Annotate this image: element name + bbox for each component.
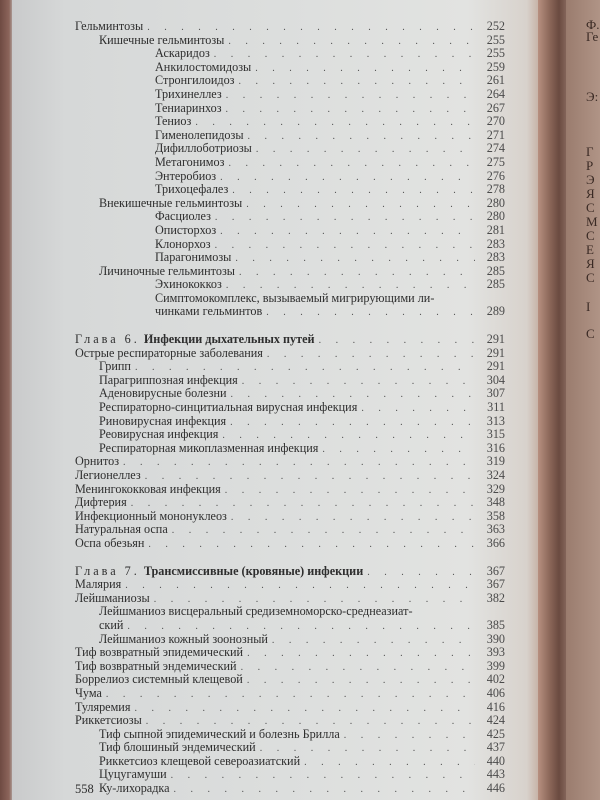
entry-title: Кишечные гельминтозы bbox=[99, 32, 225, 47]
leader-dots bbox=[220, 225, 475, 239]
toc-entry[interactable] bbox=[75, 523, 505, 537]
page-number: 285 bbox=[486, 263, 505, 278]
page-number: 363 bbox=[486, 522, 505, 537]
page-number: 261 bbox=[486, 73, 505, 88]
toc-entry[interactable] bbox=[75, 469, 505, 483]
toc-entry[interactable] bbox=[75, 782, 505, 796]
entry-title: Трихоцефалез bbox=[155, 182, 229, 197]
toc-entry[interactable] bbox=[75, 741, 505, 755]
toc-entry[interactable] bbox=[75, 673, 505, 687]
leader-dots bbox=[322, 443, 475, 457]
entry-title: Энтеробиоз bbox=[155, 168, 217, 183]
entry-title: Реовирусная инфекция bbox=[99, 427, 219, 442]
facing-page-strip bbox=[566, 0, 600, 800]
entry-title: Аденовирусные болезни bbox=[99, 386, 227, 401]
toc-entry[interactable] bbox=[75, 197, 505, 211]
facing-text: Г bbox=[586, 144, 594, 159]
page-number: 271 bbox=[486, 127, 505, 142]
entry-title: Тиф сыпной эпидемический и болезнь Брилла bbox=[99, 726, 340, 741]
leader-dots bbox=[134, 702, 475, 716]
leader-dots bbox=[266, 306, 475, 320]
chapter-label: Глава 7. bbox=[75, 563, 140, 578]
page-number: 304 bbox=[486, 372, 505, 387]
toc-entry[interactable] bbox=[75, 510, 505, 524]
toc-entry[interactable] bbox=[75, 129, 505, 143]
toc-entry[interactable] bbox=[75, 714, 505, 728]
toc-entry[interactable] bbox=[75, 687, 505, 701]
toc-entry-line1[interactable]: Симптомокомплекс, вызываемый мигрирующими ли- bbox=[155, 290, 435, 305]
page-number: 267 bbox=[486, 100, 505, 115]
page-number: 382 bbox=[486, 590, 505, 605]
chapter-title: Инфекции дыхательных путей bbox=[143, 332, 315, 347]
entry-title: Аскаридоз bbox=[155, 46, 210, 61]
entry-title: Внекишечные гельминтозы bbox=[99, 195, 243, 210]
toc-entry[interactable] bbox=[75, 224, 505, 238]
entry-title: Личиночные гельминтозы bbox=[99, 263, 235, 278]
entry-title: Стронгилоидоз bbox=[155, 73, 235, 88]
leader-dots bbox=[247, 674, 475, 688]
toc-entry[interactable] bbox=[75, 47, 505, 61]
page-number: 283 bbox=[486, 250, 505, 265]
facing-text: С bbox=[586, 270, 595, 285]
toc-entry[interactable] bbox=[75, 61, 505, 75]
page-number: 416 bbox=[486, 699, 505, 714]
toc-entry[interactable] bbox=[75, 251, 505, 265]
toc-entry[interactable] bbox=[75, 305, 505, 319]
toc-entry[interactable] bbox=[75, 415, 505, 429]
toc-entry[interactable] bbox=[75, 428, 505, 442]
leader-dots bbox=[319, 334, 475, 348]
facing-text: Р bbox=[586, 158, 594, 173]
entry-title: Респираторная микоплазменная инфекция bbox=[99, 440, 319, 455]
page-number: 324 bbox=[486, 468, 505, 482]
facing-text: Ге bbox=[586, 29, 599, 44]
leader-dots bbox=[125, 579, 475, 593]
leader-dots bbox=[220, 171, 475, 185]
toc-entry[interactable] bbox=[75, 633, 505, 647]
chapter-title: Трансмиссивные (кровяные) инфекции bbox=[143, 563, 364, 578]
toc-entry[interactable] bbox=[75, 619, 505, 633]
page-number: 281 bbox=[486, 222, 505, 237]
page-number: 319 bbox=[486, 454, 505, 469]
toc-entry[interactable] bbox=[75, 387, 505, 401]
leader-dots bbox=[215, 211, 475, 225]
page-number: 255 bbox=[486, 32, 505, 47]
leader-dots bbox=[241, 661, 475, 675]
leader-dots bbox=[272, 634, 475, 648]
toc-entry[interactable] bbox=[75, 183, 505, 197]
toc-entry[interactable] bbox=[75, 768, 505, 782]
page-number: 424 bbox=[486, 713, 505, 728]
leader-dots bbox=[226, 89, 475, 103]
leader-dots bbox=[246, 198, 475, 212]
entry-title: Лейшманиозы bbox=[75, 590, 150, 605]
entry-title: Фасциолез bbox=[155, 209, 211, 224]
leader-dots bbox=[228, 157, 475, 171]
entry-title: Цуцугамуши bbox=[99, 767, 167, 782]
toc-entry[interactable] bbox=[75, 142, 505, 156]
page-number: 402 bbox=[486, 672, 505, 687]
table-of-contents bbox=[75, 20, 505, 796]
leader-dots bbox=[228, 35, 475, 49]
book-spine bbox=[538, 0, 568, 800]
leader-dots bbox=[267, 348, 475, 362]
leader-dots bbox=[148, 538, 475, 552]
entry-title: Риккетсиоз клещевой североазиатский bbox=[99, 753, 301, 768]
page-number: 348 bbox=[486, 495, 505, 510]
facing-text: С bbox=[586, 200, 595, 215]
entry-title: Острые респираторные заболевания bbox=[75, 345, 263, 360]
page-number: 291 bbox=[486, 345, 505, 360]
toc-entry[interactable] bbox=[75, 496, 505, 510]
leader-dots bbox=[106, 688, 475, 702]
chapter-heading[interactable] bbox=[75, 565, 505, 579]
page-number: 291 bbox=[486, 359, 505, 374]
leader-dots bbox=[226, 279, 475, 293]
leader-dots bbox=[226, 103, 475, 117]
leader-dots bbox=[231, 511, 475, 525]
leader-dots bbox=[367, 566, 475, 580]
page-number: 313 bbox=[486, 413, 505, 428]
toc-entry[interactable] bbox=[75, 278, 505, 292]
leader-dots bbox=[214, 48, 475, 62]
facing-text: С bbox=[586, 228, 595, 243]
entry-title: Респираторно-синцитиальная вирусная инфекция bbox=[99, 400, 358, 415]
toc-entry[interactable] bbox=[75, 347, 505, 361]
page-number: 329 bbox=[486, 481, 505, 496]
entry-title: Туляремия bbox=[75, 699, 131, 714]
leader-dots bbox=[230, 416, 475, 430]
toc-entry-line1[interactable]: Лейшманиоз висцеральный средиземноморско-среднеазиат- bbox=[99, 604, 413, 619]
entry-title: Малярия bbox=[75, 577, 122, 592]
spacer bbox=[75, 319, 505, 333]
page-number: 399 bbox=[486, 658, 505, 673]
toc-entry[interactable] bbox=[75, 755, 505, 769]
entry-title: Эхинококкоз bbox=[155, 277, 222, 292]
entry-title: Тиф блошиный эндемический bbox=[99, 740, 256, 755]
leader-dots bbox=[123, 456, 475, 470]
toc-entry[interactable] bbox=[75, 537, 505, 551]
entry-title: Менингококковая инфекция bbox=[75, 481, 221, 496]
leader-dots bbox=[154, 593, 475, 607]
entry-title: Натуральная оспа bbox=[75, 522, 168, 537]
toc-entry[interactable] bbox=[75, 442, 505, 456]
toc-entry[interactable] bbox=[75, 156, 505, 170]
leader-dots bbox=[255, 62, 475, 76]
entry-title: Гельминтозы bbox=[75, 19, 144, 33]
toc-entry[interactable] bbox=[75, 728, 505, 742]
page-number-footer: 558 bbox=[75, 782, 94, 796]
page-number: 390 bbox=[486, 631, 505, 646]
toc-entry[interactable] bbox=[75, 483, 505, 497]
leader-dots bbox=[344, 729, 475, 743]
toc-entry[interactable] bbox=[75, 265, 505, 279]
page-number: 393 bbox=[486, 645, 505, 660]
page-number: 366 bbox=[486, 535, 505, 550]
toc-entry[interactable] bbox=[75, 401, 505, 415]
entry-title: Тиф возвратный эпидемический bbox=[75, 645, 244, 660]
toc-entry[interactable] bbox=[75, 360, 505, 374]
entry-title: Боррелиоз системный клещевой bbox=[75, 672, 243, 687]
leader-dots bbox=[304, 756, 475, 770]
toc-entry[interactable] bbox=[75, 170, 505, 184]
leader-dots bbox=[256, 143, 475, 157]
entry-title: Парагриппозная инфекция bbox=[99, 372, 238, 387]
entry-title: Трихинеллез bbox=[155, 86, 222, 101]
entry-title: Орнитоз bbox=[75, 454, 120, 469]
page-number: 311 bbox=[487, 400, 505, 415]
page-number: 367 bbox=[486, 563, 505, 578]
page-number: 280 bbox=[486, 195, 505, 210]
facing-text: М bbox=[586, 214, 598, 229]
toc-entry[interactable] bbox=[75, 578, 505, 592]
entry-title: Анкилостомидозы bbox=[155, 59, 252, 74]
page-number: 425 bbox=[486, 726, 505, 741]
toc-entry[interactable] bbox=[75, 455, 505, 469]
facing-text: Я bbox=[586, 186, 595, 201]
page-number: 285 bbox=[486, 277, 505, 292]
page-number: 291 bbox=[486, 332, 505, 347]
toc-entry[interactable] bbox=[75, 238, 505, 252]
leader-dots bbox=[215, 239, 475, 253]
entry-title: Дифиллоботриозы bbox=[155, 141, 252, 156]
leader-dots bbox=[172, 524, 475, 538]
leader-dots bbox=[239, 266, 475, 280]
toc-entry[interactable] bbox=[75, 74, 505, 88]
entry-title: чинками гельминтов bbox=[155, 304, 263, 319]
leader-dots bbox=[225, 484, 475, 498]
page-number: 274 bbox=[486, 141, 505, 156]
page-number: 443 bbox=[486, 767, 505, 782]
toc-entry[interactable] bbox=[75, 592, 505, 606]
facing-text: Я bbox=[586, 256, 595, 271]
facing-text: Е bbox=[586, 242, 594, 257]
toc-entry[interactable] bbox=[75, 20, 505, 34]
entry-title: Лейшманиоз кожный зоонозный bbox=[99, 631, 268, 646]
facing-text: Э bbox=[586, 172, 595, 187]
toc-entry[interactable] bbox=[75, 374, 505, 388]
entry-title: Легионеллез bbox=[75, 468, 141, 482]
facing-text: Э: bbox=[586, 89, 599, 104]
entry-title: Описторхоз bbox=[155, 222, 217, 237]
page-number: 252 bbox=[486, 19, 505, 33]
entry-title: Ку-лихорадка bbox=[99, 781, 170, 796]
spacer bbox=[75, 551, 505, 565]
page-number: 315 bbox=[486, 427, 505, 442]
toc-entry[interactable] bbox=[75, 102, 505, 116]
toc-entry[interactable] bbox=[75, 115, 505, 129]
leader-dots bbox=[242, 375, 475, 389]
facing-text: С bbox=[586, 326, 595, 341]
page-number: 276 bbox=[486, 168, 505, 183]
entry-title: Риновирусная инфекция bbox=[99, 413, 227, 428]
page-number: 255 bbox=[486, 46, 505, 61]
page-number: 406 bbox=[486, 685, 505, 700]
page-number: 264 bbox=[486, 86, 505, 101]
chapter-heading[interactable] bbox=[75, 333, 505, 347]
page-number: 289 bbox=[486, 304, 505, 319]
leader-dots bbox=[247, 647, 475, 661]
page-number: 278 bbox=[486, 182, 505, 197]
page-number: 280 bbox=[486, 209, 505, 224]
page-number: 358 bbox=[486, 508, 505, 523]
toc-entry[interactable] bbox=[75, 88, 505, 102]
entry-title: ский bbox=[99, 617, 124, 632]
entry-title: Грипп bbox=[99, 359, 131, 374]
page-number: 385 bbox=[486, 617, 505, 632]
page-number: 316 bbox=[486, 440, 505, 455]
toc-entry[interactable] bbox=[75, 34, 505, 48]
leader-dots bbox=[174, 783, 475, 797]
chapter-label: Глава 6. bbox=[75, 332, 140, 347]
page-number: 367 bbox=[486, 577, 505, 592]
toc-entry[interactable] bbox=[75, 660, 505, 674]
page-number: 275 bbox=[486, 154, 505, 169]
page-number: 446 bbox=[486, 781, 505, 796]
entry-title: Оспа обезьян bbox=[75, 535, 145, 550]
entry-title: Метагонимоз bbox=[155, 154, 225, 169]
toc-entry[interactable] bbox=[75, 701, 505, 715]
entry-title: Парагонимозы bbox=[155, 250, 232, 265]
entry-title: Тиф возвратный эндемический bbox=[75, 658, 237, 673]
toc-entry[interactable] bbox=[75, 210, 505, 224]
entry-title: Тениоз bbox=[155, 114, 192, 129]
leader-dots bbox=[361, 402, 475, 416]
page-number: 307 bbox=[486, 386, 505, 401]
leader-dots bbox=[171, 769, 475, 783]
entry-title: Клонорхоз bbox=[155, 236, 211, 251]
entry-title: Гименолепидозы bbox=[155, 127, 244, 142]
page-number: 270 bbox=[486, 114, 505, 129]
page-number: 283 bbox=[486, 236, 505, 251]
page-number: 440 bbox=[486, 753, 505, 768]
entry-title: Тениаринхоз bbox=[155, 100, 222, 115]
entry-title: Чума bbox=[75, 685, 102, 700]
leader-dots bbox=[248, 130, 475, 144]
leader-dots bbox=[235, 252, 475, 266]
facing-text: I bbox=[586, 299, 591, 314]
toc-entry[interactable] bbox=[75, 646, 505, 660]
page-number: 437 bbox=[486, 740, 505, 755]
entry-title: Инфекционный мононуклеоз bbox=[75, 508, 227, 523]
facing-text: Ф. bbox=[586, 17, 600, 32]
leader-dots bbox=[232, 184, 475, 198]
entry-title: Дифтерия bbox=[75, 495, 127, 510]
entry-title: Риккетсиозы bbox=[75, 713, 142, 728]
page-number: 259 bbox=[486, 59, 505, 74]
leader-dots bbox=[238, 75, 475, 89]
